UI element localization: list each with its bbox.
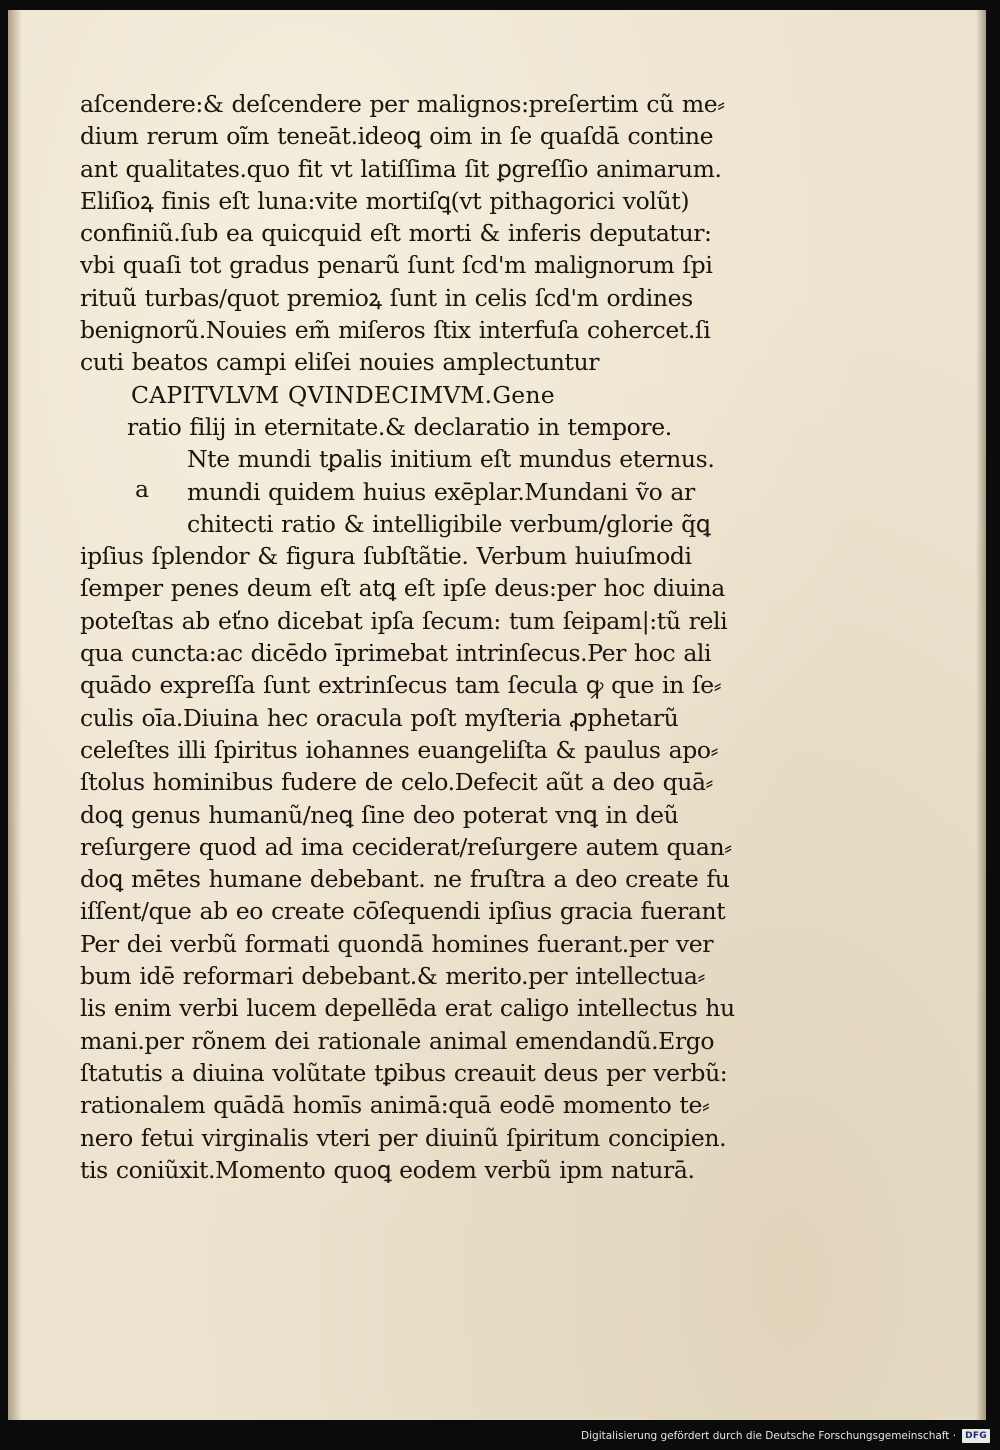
text-line: aſcendere:& deſcendere per malignos:preſertim cũ me⸗ <box>80 90 725 118</box>
text-line: celeſtes illi ſpiritus iohannes euangeliſta & paulus apo⸗ <box>80 735 719 764</box>
dfg-logo-icon: DFG <box>962 1429 990 1443</box>
footer-credit <box>581 1427 990 1445</box>
text-line: poteſtas ab eťno dicebat ipſa ſecum: tum ſeipam|:tũ reli <box>80 606 728 635</box>
text-line: lis enim verbi lucem depellēda erat caligo intellectus hu <box>80 994 735 1023</box>
text-line: confiniũ.ſub ea quicquid eſt morti & inferis deputatur: <box>80 219 712 248</box>
scanned-page <box>8 10 986 1420</box>
text-line: tis coniũxit.Momento quoꝗ eodem verbũ ipm naturā. <box>80 1155 695 1184</box>
page-edge-shadow-left <box>8 10 22 1420</box>
text-line: ſemper penes deum eſt atꝗ eſt ipſe deus:per hoc diuina <box>80 574 725 603</box>
text-line: vbi quaſi tot gradus penarũ ſunt ſcd'm malignorum ſpi <box>80 251 713 280</box>
chapter-heading: CAPITVLVM QVINDECIMVM.Gene <box>131 380 555 409</box>
text-line: mundi quidem huius exēplar.Mundani ṽo ar <box>187 477 695 506</box>
text-line: Eliſioꝝ finis eſt luna:vite mortiſꝗ(vt pithagorici volũt) <box>80 186 690 215</box>
text-line: rituũ turbas/quot premioꝝ ſunt in celis ſcd'm ordines <box>80 283 693 312</box>
text-line: ſtatutis a diuina volũtate tꝑibus creauit deus per verbũ: <box>80 1058 728 1087</box>
text-line: mani.per rõnem dei rationale animal emendandũ.Ergo <box>80 1026 715 1055</box>
page-edge-shadow-right <box>976 10 986 1420</box>
text-line: ant qualitates.quo fit vt latiſſima ſit ꝑgreſſio animarum. <box>80 154 722 183</box>
text-line: doꝗ genus humanũ/neꝗ ſine deo poterat vnꝗ in deũ <box>80 800 679 829</box>
text-line: reſurgere quod ad ima ceciderat/reſurgere autem quan⸗ <box>80 832 732 861</box>
text-line: cuti beatos campi eliſei nouies amplectuntur <box>80 348 600 377</box>
text-line: Nte mundi tꝑalis initium eſt mundus eternus. <box>187 445 715 474</box>
text-line: Per dei verbũ formati quondā homines fuerant.per ver <box>80 929 714 958</box>
text-line: chitecti ratio & intelligibile verbum/glorie q̃ꝗ <box>187 509 711 538</box>
text-line: nero fetui virginalis vteri per diuinũ ſpiritum concipien. <box>80 1123 727 1152</box>
text-line: ipſius ſplendor & figura ſubſtãtie. Verbum huiuſmodi <box>80 542 692 571</box>
text-line: quādo expreſſa ſunt extrinſecus tam ſecula ꝙ que in ſe⸗ <box>80 671 722 700</box>
text-line: qua cuncta:ac dicēdo īprimebat intrinſecus.Per hoc ali <box>80 639 712 668</box>
text-line: dium rerum oĩm teneāt.ideoꝗ oim in ſe quaſdā contine <box>80 122 714 151</box>
initial-guide-letter: a <box>135 475 150 503</box>
text-line: iſſent/que ab eo create cōſequendi ipſius gracia fuerant <box>80 897 726 926</box>
text-line: ſtolus hominibus fudere de celo.Defecit aũt a deo quā⸗ <box>80 768 713 797</box>
chapter-subtitle: ratio filij in eternitate.& declaratio in tempore. <box>127 412 672 441</box>
text-block <box>80 88 780 1186</box>
footer-credit-text: Digitalisierung gefördert durch die Deutsche Forschungsgemeinschaft · <box>581 1430 957 1442</box>
text-line: bum idē reformari debebant.& merito.per intellectua⸗ <box>80 962 705 991</box>
text-line: culis oīa.Diuina hec oracula poſt myſteria ꝓphetarũ <box>80 703 679 732</box>
text-line: benignorũ.Nouies em̃ miſeros ſtix interfuſa cohercet.ſi <box>80 316 711 345</box>
text-line: rationalem quādā homīs animā:quā eodē momento te⸗ <box>80 1091 710 1120</box>
text-line: doꝗ mētes humane debebant. ne fruſtra a deo create fu <box>80 865 730 894</box>
